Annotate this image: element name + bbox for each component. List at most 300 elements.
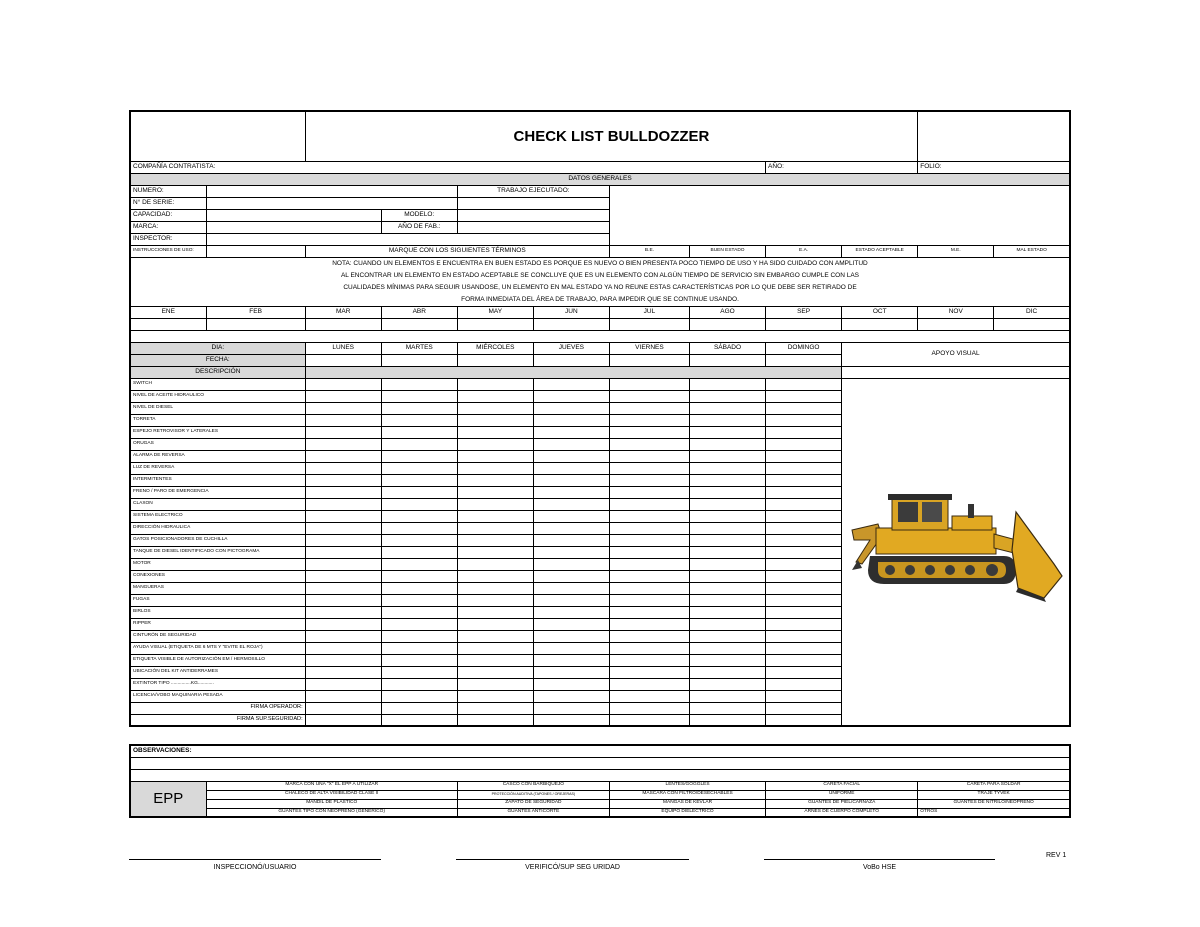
check-cell[interactable] xyxy=(381,582,457,594)
check-cell[interactable] xyxy=(457,474,533,486)
month-cell[interactable] xyxy=(766,318,842,330)
check-cell[interactable] xyxy=(305,606,381,618)
check-cell[interactable] xyxy=(609,666,689,678)
check-cell[interactable] xyxy=(766,690,842,702)
term-label-be: BUEN ESTADO xyxy=(689,245,765,257)
check-cell[interactable] xyxy=(689,570,765,582)
check-cell[interactable] xyxy=(305,378,381,390)
firma-cell[interactable] xyxy=(381,702,457,714)
date-cell[interactable] xyxy=(766,354,842,366)
check-cell[interactable] xyxy=(533,582,609,594)
checklist-item-label: ORUGAS xyxy=(130,438,305,450)
check-cell[interactable] xyxy=(305,522,381,534)
check-cell[interactable] xyxy=(381,594,457,606)
check-cell[interactable] xyxy=(381,510,457,522)
signature-label-inspeccion: INSPECCIONÓ/USUARIO xyxy=(213,864,297,871)
firma-cell[interactable] xyxy=(609,714,689,726)
check-cell[interactable] xyxy=(457,582,533,594)
check-cell[interactable] xyxy=(609,678,689,690)
firma-cell[interactable] xyxy=(381,714,457,726)
marca-field[interactable] xyxy=(206,221,381,233)
month-nov: NOV xyxy=(918,306,994,318)
check-cell[interactable] xyxy=(689,390,765,402)
check-cell[interactable] xyxy=(305,462,381,474)
check-cell[interactable] xyxy=(457,630,533,642)
check-cell[interactable] xyxy=(609,402,689,414)
month-feb: FEB xyxy=(206,306,305,318)
check-cell[interactable] xyxy=(689,414,765,426)
signature-line-inspeccion[interactable] xyxy=(129,859,381,860)
term-code-me: M.E. xyxy=(918,245,994,257)
check-cell[interactable] xyxy=(689,378,765,390)
check-cell[interactable] xyxy=(609,642,689,654)
check-cell[interactable] xyxy=(381,666,457,678)
check-cell[interactable] xyxy=(609,654,689,666)
checklist-item-label: NIVEL DE DIESEL xyxy=(130,402,305,414)
check-cell[interactable] xyxy=(689,582,765,594)
check-cell[interactable] xyxy=(533,534,609,546)
numero-field[interactable] xyxy=(206,185,457,197)
check-cell[interactable] xyxy=(609,462,689,474)
check-cell[interactable] xyxy=(766,486,842,498)
check-cell[interactable] xyxy=(689,510,765,522)
check-cell[interactable] xyxy=(766,666,842,678)
signature-line-vobo[interactable] xyxy=(764,859,995,860)
check-cell[interactable] xyxy=(689,498,765,510)
month-cell[interactable] xyxy=(206,318,305,330)
check-cell[interactable] xyxy=(533,618,609,630)
check-cell[interactable] xyxy=(533,558,609,570)
month-cell[interactable] xyxy=(842,318,918,330)
check-cell[interactable] xyxy=(305,450,381,462)
check-cell[interactable] xyxy=(689,474,765,486)
firma-cell[interactable] xyxy=(533,702,609,714)
check-cell[interactable] xyxy=(609,534,689,546)
check-cell[interactable] xyxy=(381,414,457,426)
month-cell[interactable] xyxy=(305,318,381,330)
check-cell[interactable] xyxy=(305,642,381,654)
month-cell[interactable] xyxy=(457,318,533,330)
firma-cell[interactable] xyxy=(305,714,381,726)
check-cell[interactable] xyxy=(457,666,533,678)
check-cell[interactable] xyxy=(457,486,533,498)
firma-cell[interactable] xyxy=(305,702,381,714)
check-cell[interactable] xyxy=(609,450,689,462)
check-cell[interactable] xyxy=(457,402,533,414)
epp-item[interactable]: ZAPATO DE SEGURIDAD xyxy=(457,799,609,808)
check-cell[interactable] xyxy=(766,462,842,474)
check-cell[interactable] xyxy=(689,486,765,498)
epp-item[interactable]: GUANTES TIPO CON NEOPRENO (GENERICO) xyxy=(206,808,457,817)
check-cell[interactable] xyxy=(689,426,765,438)
check-cell[interactable] xyxy=(609,690,689,702)
check-cell[interactable] xyxy=(305,474,381,486)
checklist-item-label: GATOS POSICIONADORES DE CUCHILLA xyxy=(130,534,305,546)
checklist-item-label: AYUDA VISUAL (ETIQUETA DE 6 MTS Y "EVITE EL ROJA") xyxy=(130,642,305,654)
check-cell[interactable] xyxy=(533,474,609,486)
check-cell[interactable] xyxy=(609,510,689,522)
serie-field[interactable] xyxy=(206,197,457,209)
check-cell[interactable] xyxy=(689,438,765,450)
check-cell[interactable] xyxy=(689,630,765,642)
check-cell[interactable] xyxy=(766,402,842,414)
folio-field[interactable]: FOLIO: xyxy=(918,161,1070,173)
note-line: AL ENCONTRAR UN ELEMENTO EN ESTADO ACEPTABLE SE CONCLUYE QUE ES UN ELEMENTO CON ALGÚN TIEMPO DE SERVICIO SIN EMBARGO CUMPLE CON LAS xyxy=(340,271,860,279)
check-cell[interactable] xyxy=(689,546,765,558)
observaciones-line[interactable] xyxy=(130,769,1070,781)
signature-line-verifico[interactable] xyxy=(456,859,689,860)
check-cell[interactable] xyxy=(609,618,689,630)
epp-item[interactable]: GUANTES ANTICORTE xyxy=(457,808,609,817)
date-cell[interactable] xyxy=(533,354,609,366)
check-cell[interactable] xyxy=(766,414,842,426)
check-cell[interactable] xyxy=(305,654,381,666)
check-cell[interactable] xyxy=(533,426,609,438)
check-cell[interactable] xyxy=(609,522,689,534)
month-cell[interactable] xyxy=(381,318,457,330)
epp-item[interactable]: CASCO CON BARBIQUEJO xyxy=(457,781,609,790)
check-cell[interactable] xyxy=(609,426,689,438)
check-cell[interactable] xyxy=(533,402,609,414)
check-cell[interactable] xyxy=(766,678,842,690)
checklist-item-label: ALARMA DE REVERSA xyxy=(130,450,305,462)
check-cell[interactable] xyxy=(457,498,533,510)
check-cell[interactable] xyxy=(457,618,533,630)
check-cell[interactable] xyxy=(305,414,381,426)
check-cell[interactable] xyxy=(305,402,381,414)
check-cell[interactable] xyxy=(305,486,381,498)
checklist-item-label: TANQUE DE DIESEL IDENTIFICADO CON PICTOGRAMA xyxy=(130,546,305,558)
check-cell[interactable] xyxy=(609,438,689,450)
check-cell[interactable] xyxy=(766,378,842,390)
check-cell[interactable] xyxy=(533,462,609,474)
check-cell[interactable] xyxy=(689,678,765,690)
checklist-item-label: SWITCH xyxy=(130,378,305,390)
check-cell[interactable] xyxy=(381,426,457,438)
epp-item[interactable]: GUANTES DE PIEL/CARNAZA xyxy=(766,799,918,808)
check-cell[interactable] xyxy=(689,522,765,534)
check-cell[interactable] xyxy=(689,558,765,570)
checklist-item-label: CLAXON xyxy=(130,498,305,510)
check-cell[interactable] xyxy=(689,666,765,678)
check-cell[interactable] xyxy=(381,678,457,690)
checklist-row xyxy=(130,618,1070,630)
date-cell[interactable] xyxy=(689,354,765,366)
check-cell[interactable] xyxy=(305,678,381,690)
check-cell[interactable] xyxy=(766,654,842,666)
form-title: CHECK LIST BULLDOZZER xyxy=(305,111,918,161)
check-cell[interactable] xyxy=(689,462,765,474)
check-cell[interactable] xyxy=(766,558,842,570)
firma-cell[interactable] xyxy=(457,702,533,714)
check-cell[interactable] xyxy=(305,690,381,702)
epp-item[interactable]: TRAJE TYVEK xyxy=(918,790,1070,799)
month-mar: MAR xyxy=(305,306,381,318)
check-cell[interactable] xyxy=(533,678,609,690)
check-cell[interactable] xyxy=(533,570,609,582)
check-cell[interactable] xyxy=(609,606,689,618)
check-cell[interactable] xyxy=(457,534,533,546)
firma-cell[interactable] xyxy=(689,714,765,726)
check-cell[interactable] xyxy=(766,642,842,654)
month-abr: ABR xyxy=(381,306,457,318)
check-cell[interactable] xyxy=(305,630,381,642)
check-cell[interactable] xyxy=(609,390,689,402)
check-cell[interactable] xyxy=(533,666,609,678)
checklist-item-label: ETIQUETA VISIBLE DE AUTORIZACIÓN EM / HERMOSILLO xyxy=(130,654,305,666)
check-cell[interactable] xyxy=(381,558,457,570)
check-cell[interactable] xyxy=(609,582,689,594)
capacidad-field[interactable] xyxy=(206,209,381,221)
check-cell[interactable] xyxy=(766,522,842,534)
company-field[interactable]: COMPAÑÍA CONTRATISTA: xyxy=(130,161,766,173)
check-cell[interactable] xyxy=(305,582,381,594)
check-cell[interactable] xyxy=(457,606,533,618)
inspector-field[interactable] xyxy=(206,233,609,245)
dia-label: DIA: xyxy=(130,342,305,354)
day-domingo: DOMINGO xyxy=(766,342,842,354)
check-cell[interactable] xyxy=(305,426,381,438)
check-cell[interactable] xyxy=(457,462,533,474)
check-cell[interactable] xyxy=(766,426,842,438)
check-cell[interactable] xyxy=(533,546,609,558)
check-cell[interactable] xyxy=(609,414,689,426)
trabajo-field[interactable] xyxy=(609,185,1070,245)
check-cell[interactable] xyxy=(609,630,689,642)
check-cell[interactable] xyxy=(305,546,381,558)
firma-cell[interactable] xyxy=(457,714,533,726)
epp-item[interactable]: GUANTES DE NITRILO/NEOPRENO xyxy=(918,799,1070,808)
check-cell[interactable] xyxy=(381,642,457,654)
epp-item[interactable]: LENTES/GOGGLES xyxy=(609,781,765,790)
check-cell[interactable] xyxy=(533,486,609,498)
check-cell[interactable] xyxy=(766,390,842,402)
check-cell[interactable] xyxy=(381,534,457,546)
check-cell[interactable] xyxy=(689,618,765,630)
check-cell[interactable] xyxy=(533,606,609,618)
check-cell[interactable] xyxy=(457,390,533,402)
check-cell[interactable] xyxy=(533,594,609,606)
check-cell[interactable] xyxy=(381,546,457,558)
month-ene: ENE xyxy=(130,306,206,318)
note-line: FORMA INMEDIATA DEL ÁREA DE TRABAJO, PARA IMPEDIR QUE SE CONTINUE USANDO. xyxy=(461,295,739,303)
check-cell[interactable] xyxy=(766,474,842,486)
check-cell[interactable] xyxy=(533,450,609,462)
checklist-item-label: CINTURÓN DE SEGURIDAD xyxy=(130,630,305,642)
check-cell[interactable] xyxy=(457,594,533,606)
check-cell[interactable] xyxy=(381,438,457,450)
epp-item[interactable]: CARETA FACIAL xyxy=(766,781,918,790)
anio-fab-label: AÑO DE FAB.: xyxy=(381,221,457,233)
check-cell[interactable] xyxy=(305,438,381,450)
check-cell[interactable] xyxy=(766,582,842,594)
check-cell[interactable] xyxy=(381,450,457,462)
check-cell[interactable] xyxy=(457,522,533,534)
check-cell[interactable] xyxy=(457,378,533,390)
check-cell[interactable] xyxy=(533,498,609,510)
check-cell[interactable] xyxy=(766,630,842,642)
check-cell[interactable] xyxy=(609,378,689,390)
epp-item[interactable]: UNIFORME xyxy=(766,790,918,799)
check-cell[interactable] xyxy=(381,630,457,642)
month-cell[interactable] xyxy=(533,318,609,330)
check-cell[interactable] xyxy=(305,534,381,546)
check-cell[interactable] xyxy=(689,606,765,618)
epp-item[interactable]: CARETA PARA SOLDAR xyxy=(918,781,1070,790)
month-cell[interactable] xyxy=(918,318,994,330)
date-cell[interactable] xyxy=(381,354,457,366)
check-cell[interactable] xyxy=(381,690,457,702)
checklist-item-label: CONEXIONES xyxy=(130,570,305,582)
term-label-ea: ESTADO ACEPTABLE xyxy=(842,245,918,257)
check-cell[interactable] xyxy=(689,402,765,414)
check-cell[interactable] xyxy=(766,534,842,546)
epp-item[interactable]: CHALECO DE ALTA VISIBILIDAD CLASE II xyxy=(206,790,457,799)
epp-item[interactable]: ARNES DE CUERPO COMPLETO xyxy=(766,808,918,817)
check-cell[interactable] xyxy=(381,486,457,498)
epp-item[interactable]: MARCA CON UNA "X" EL EPP A UTILIZAR xyxy=(206,781,457,790)
check-cell[interactable] xyxy=(766,498,842,510)
check-cell[interactable] xyxy=(533,390,609,402)
check-cell[interactable] xyxy=(457,510,533,522)
check-cell[interactable] xyxy=(457,642,533,654)
check-cell[interactable] xyxy=(381,378,457,390)
check-cell[interactable] xyxy=(689,690,765,702)
bulldozer-body xyxy=(876,494,996,554)
check-cell[interactable] xyxy=(766,546,842,558)
check-cell[interactable] xyxy=(381,522,457,534)
check-cell[interactable] xyxy=(533,438,609,450)
epp-item[interactable]: MASCARA CON FILTRO/DESECHABLES xyxy=(609,790,765,799)
epp-item[interactable]: MANGAS DE KEVLAR xyxy=(609,799,765,808)
firma-cell[interactable] xyxy=(766,702,842,714)
check-cell[interactable] xyxy=(457,654,533,666)
check-cell[interactable] xyxy=(689,642,765,654)
check-cell[interactable] xyxy=(305,498,381,510)
check-cell[interactable] xyxy=(457,558,533,570)
firma-operador-label: FIRMA OPERADOR: xyxy=(130,702,305,714)
date-cell[interactable] xyxy=(305,354,381,366)
check-cell[interactable] xyxy=(533,414,609,426)
check-cell[interactable] xyxy=(457,546,533,558)
date-cell[interactable] xyxy=(457,354,533,366)
check-cell[interactable] xyxy=(305,510,381,522)
check-cell[interactable] xyxy=(609,546,689,558)
check-cell[interactable] xyxy=(381,462,457,474)
month-cell[interactable] xyxy=(689,318,765,330)
check-cell[interactable] xyxy=(766,510,842,522)
check-cell[interactable] xyxy=(609,498,689,510)
apoyo-visual-heading: APOYO VISUAL xyxy=(842,342,1070,366)
checklist-row xyxy=(130,654,1070,666)
check-cell[interactable] xyxy=(381,498,457,510)
epp-item[interactable]: EQUIPO DIELECTRICO xyxy=(609,808,765,817)
checklist-row xyxy=(130,678,1070,690)
check-cell[interactable] xyxy=(609,570,689,582)
year-field[interactable]: AÑO: xyxy=(766,161,918,173)
checklist-item-label: LUZ DE REVERSA xyxy=(130,462,305,474)
check-cell[interactable] xyxy=(305,390,381,402)
checklist-item-label: ESPEJO RETROVISOR Y LATERALES xyxy=(130,426,305,438)
check-cell[interactable] xyxy=(457,450,533,462)
check-cell[interactable] xyxy=(457,414,533,426)
check-cell[interactable] xyxy=(609,594,689,606)
check-cell[interactable] xyxy=(766,438,842,450)
check-cell[interactable] xyxy=(689,654,765,666)
day-sabado: SÁBADO xyxy=(689,342,765,354)
epp-item[interactable]: MANDIL DE PLASTICO xyxy=(206,799,457,808)
epp-item[interactable]: OTROS xyxy=(918,808,1070,817)
check-cell[interactable] xyxy=(533,654,609,666)
check-cell[interactable] xyxy=(689,594,765,606)
day-viernes: VIERNES xyxy=(609,342,689,354)
check-cell[interactable] xyxy=(766,606,842,618)
check-cell[interactable] xyxy=(381,402,457,414)
check-cell[interactable] xyxy=(305,570,381,582)
check-cell[interactable] xyxy=(766,450,842,462)
check-cell[interactable] xyxy=(689,534,765,546)
anio-fab-field[interactable] xyxy=(457,221,609,233)
check-cell[interactable] xyxy=(305,558,381,570)
check-cell[interactable] xyxy=(381,474,457,486)
check-cell[interactable] xyxy=(457,690,533,702)
observaciones-line[interactable] xyxy=(130,757,1070,769)
check-cell[interactable] xyxy=(609,558,689,570)
check-cell[interactable] xyxy=(305,618,381,630)
checklist-item-label: FRENO / PARO DE EMERGENCIA xyxy=(130,486,305,498)
check-cell[interactable] xyxy=(609,486,689,498)
check-cell[interactable] xyxy=(766,594,842,606)
date-cell[interactable] xyxy=(609,354,689,366)
check-cell[interactable] xyxy=(457,678,533,690)
month-cell[interactable] xyxy=(994,318,1070,330)
check-cell[interactable] xyxy=(533,690,609,702)
check-cell[interactable] xyxy=(689,450,765,462)
modelo-field[interactable] xyxy=(457,209,609,221)
firma-cell[interactable] xyxy=(533,714,609,726)
check-cell[interactable] xyxy=(533,630,609,642)
check-cell[interactable] xyxy=(381,606,457,618)
checklist-row xyxy=(130,438,1070,450)
check-cell[interactable] xyxy=(533,510,609,522)
check-cell[interactable] xyxy=(533,642,609,654)
check-cell[interactable] xyxy=(533,522,609,534)
trabajo-line[interactable] xyxy=(457,197,609,209)
check-cell[interactable] xyxy=(381,654,457,666)
firma-cell[interactable] xyxy=(689,702,765,714)
checklist-row xyxy=(130,666,1070,678)
check-cell[interactable] xyxy=(609,474,689,486)
check-cell[interactable] xyxy=(305,594,381,606)
month-cell[interactable] xyxy=(130,318,206,330)
check-cell[interactable] xyxy=(381,618,457,630)
firma-cell[interactable] xyxy=(609,702,689,714)
firma-cell[interactable] xyxy=(766,714,842,726)
month-cell[interactable] xyxy=(609,318,689,330)
check-cell[interactable] xyxy=(766,570,842,582)
check-cell[interactable] xyxy=(766,618,842,630)
check-cell[interactable] xyxy=(381,570,457,582)
check-cell[interactable] xyxy=(305,666,381,678)
check-cell[interactable] xyxy=(457,426,533,438)
epp-item[interactable]: PROTECCIÓN AUDITIVA (TAPONES / OREJERAS) xyxy=(457,790,609,799)
modelo-label: MODELO: xyxy=(381,209,457,221)
month-jun: JUN xyxy=(533,306,609,318)
check-cell[interactable] xyxy=(457,438,533,450)
check-cell[interactable] xyxy=(381,390,457,402)
check-cell[interactable] xyxy=(457,570,533,582)
check-cell[interactable] xyxy=(533,378,609,390)
